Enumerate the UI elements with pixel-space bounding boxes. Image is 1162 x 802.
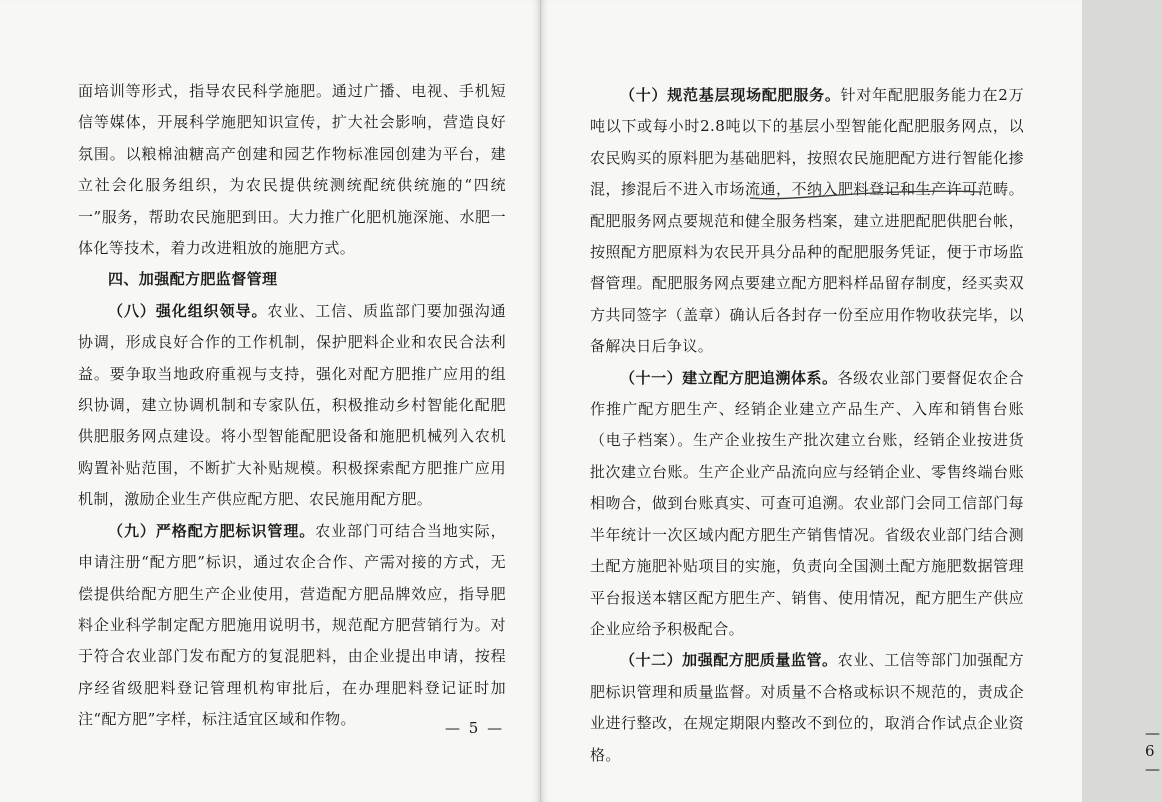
paragraph-section-12 bbox=[590, 645, 1024, 771]
section-10-body: 针对年配肥服务能力在2万吨以下或每小时2.8吨以下的基层小型智能化配肥服务网点，以农民购买的原料肥为基础肥料，按照农民施肥配方进行智能化掺混，掺混后不进入市场流通，不纳入肥料登记和生产许可范畴。配肥服务网点要规范和健全服务档案，建立进肥配肥供肥台帐，按照配方肥原料为农民开具分品种的配肥服务凭证，便于市场监督管理。配肥服务网点要建立配方肥料样品留存制度，经买卖双方共同签字（盖章）确认后各封存一份至应用作物收获完毕，以备解决日后争议。 bbox=[590, 86, 1024, 356]
paragraph-section-9 bbox=[78, 516, 506, 736]
paragraph-section-10 bbox=[590, 80, 1024, 363]
page-number-5: — 5 — bbox=[445, 719, 505, 737]
page-6-text bbox=[590, 80, 1024, 771]
paragraph-training: 面培训等形式，指导农民科学施肥。通过广播、电视、手机短信等媒体，开展科学施肥知识宣传，扩大社会影响，营造良好氛围。以粮棉油糖高产创建和园艺作物标准园创建为平台，建立社会化服务组织，为农民提供统测统配统供统施的“四统一”服务，帮助农民施肥到田。大力推广化肥机施深施、水肥一体化等技术，着力改进粗放的施肥方式。 bbox=[78, 82, 506, 258]
paragraph-section-11 bbox=[590, 363, 1024, 646]
section-heading: 四、加强配方肥监督管理 bbox=[108, 270, 278, 289]
section-8-lead: （八）强化组织领导。 bbox=[108, 301, 268, 320]
section-11-lead: （十一）建立配方肥追溯体系。 bbox=[620, 368, 838, 387]
page-5-text bbox=[78, 76, 506, 736]
paragraph-section-8 bbox=[78, 296, 506, 516]
section-12-lead: （十二）加强配方肥质量监管。 bbox=[620, 651, 838, 670]
section-11-body: 各级农业部门要督促农企合作推广配方肥生产、经销企业建立产品生产、入库和销售台账（电子档案）。生产企业按生产批次建立台账，经销企业按进货批次建立台账。生产企业产品流向应与经销企业、零售终端台账相吻合，做到台账真实、可查可追溯。农业部门会同工信部门每半年统计一次区域内配方肥生产销售情况。省级农业部门结合测土配方施肥补贴项目的实施，负责向全国测土配方施肥数据管理平台报送本辖区配方肥生产、销售、使用情况，配方肥生产供应企业应给予积极配合。 bbox=[590, 368, 1024, 638]
section-9-lead: （九）严格配方肥标识管理。 bbox=[108, 521, 316, 540]
page-5 bbox=[0, 0, 541, 802]
page-number-6: — 6 — bbox=[1145, 724, 1162, 778]
section-9-body: 农业部门可结合当地实际，申请注册“配方肥”标识，通过农企合作、产需对接的方式，无偿提供给配方肥生产企业使用，营造配方肥品牌效应，指导肥料企业科学制定配方肥施用说明书，规范配方肥营销行为。对于符合农业部门发布配方的复混肥料，由企业提出申请，按程序经省级肥料登记管理机构审批后，在办理肥料登记证时加注“配方肥”字样，标注适宜区域和作物。 bbox=[78, 521, 507, 729]
section-12-body: 农业、工信等部门加强配方肥标识管理和质量监督。对质量不合格或标识不规范的，责成企业进行整改，在规定期限内整改不到位的，取消合作试点企业资格。 bbox=[590, 651, 1024, 764]
section-8-body: 农业、工信、质监部门要加强沟通协调，形成良好合作的工作机制，保护肥料企业和农民合法利益。要争取当地政府重视与支持，强化对配方肥推广应用的组织协调，建立协调机制和专家队伍，积极推动乡村智能化配肥供肥服务网点建设。将小型智能配肥设备和施肥机械列入农机购置补贴范围，不断扩大补贴规模。积极探索配方肥推广应用机制，激励企业生产供应配方肥、农民施用配方肥。 bbox=[78, 301, 506, 509]
section-10-lead: （十）规范基层现场配肥服务。 bbox=[620, 86, 841, 104]
